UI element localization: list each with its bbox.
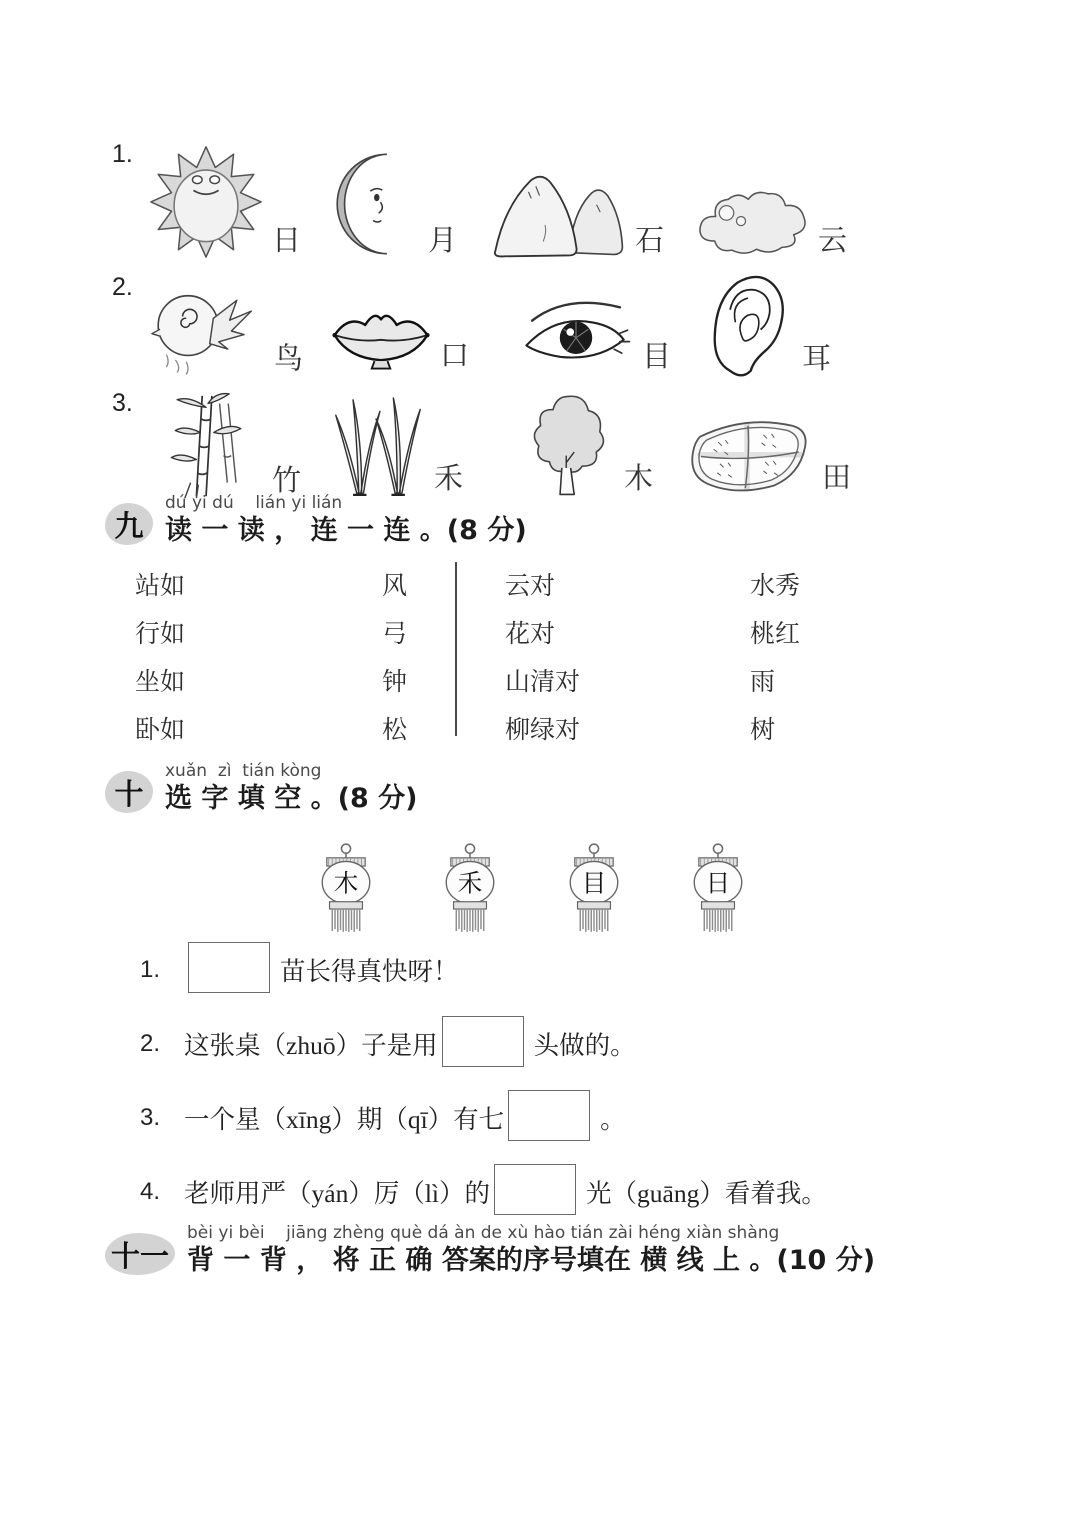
lantern-character[interactable]: 日 xyxy=(705,870,731,898)
sentence-text-before: 老师用严（yán）厉（lì）的 xyxy=(184,1179,490,1208)
section-10-title: 选 字 填 空 。(8 分) xyxy=(165,782,418,814)
section-9-header xyxy=(105,494,527,547)
lantern-icon xyxy=(438,841,502,935)
picture-item-moon xyxy=(328,145,457,260)
tree-drawing xyxy=(520,392,616,498)
answer-box[interactable] xyxy=(494,1164,576,1215)
sentence-number: 1. xyxy=(140,956,161,983)
character-label: 石 xyxy=(635,225,665,257)
match-item[interactable]: 雨 xyxy=(750,669,776,696)
section-11-badge: 十一 xyxy=(105,1233,175,1275)
picture-item-tree xyxy=(520,390,653,498)
character-label: 田 xyxy=(822,462,852,494)
mouth-drawing xyxy=(330,299,432,375)
cloud-drawing xyxy=(692,184,810,260)
bamboo-drawing xyxy=(152,390,264,500)
character-label: 云 xyxy=(818,225,848,257)
answer-box[interactable] xyxy=(508,1090,590,1141)
match-item[interactable]: 行如 xyxy=(135,621,186,648)
field-drawing xyxy=(682,407,814,497)
section-9-title: 读 一 读 ， 连 一 连 。(8 分) xyxy=(165,514,527,546)
sentence-text-after: 苗长得真快呀！ xyxy=(280,957,459,986)
character-label: 竹 xyxy=(272,465,302,497)
match-item[interactable]: 风 xyxy=(382,573,408,600)
section-10-pinyin: xuǎn zì tián kòng xyxy=(165,761,322,781)
lantern-icon xyxy=(562,841,626,935)
row-number-1: 1. xyxy=(112,140,133,168)
seedling-drawing xyxy=(330,390,426,498)
character-label: 木 xyxy=(624,463,654,495)
lantern-character[interactable]: 目 xyxy=(581,870,607,898)
picture-item-sun xyxy=(148,140,301,260)
fill-in-sentence-1 xyxy=(140,942,459,998)
lantern-choices xyxy=(314,841,750,935)
picture-item-bird xyxy=(148,278,303,378)
match-item[interactable]: 花对 xyxy=(505,621,556,648)
picture-item-cloud xyxy=(692,182,847,260)
section-9-pinyin: dú yi dú lián yi lián xyxy=(165,493,343,513)
picture-item-field xyxy=(682,405,851,497)
row-number-2: 2. xyxy=(112,273,133,301)
sentence-number: 2. xyxy=(140,1030,161,1057)
ear-drawing xyxy=(702,272,794,378)
character-label: 口 xyxy=(440,340,470,372)
match-item[interactable]: 弓 xyxy=(382,621,408,648)
match-item[interactable]: 钟 xyxy=(382,669,408,696)
matching-divider-line xyxy=(455,562,457,736)
sentence-text-before: 这张桌（zhuō）子是用 xyxy=(184,1031,438,1060)
picture-item-ear xyxy=(702,270,831,378)
fill-in-sentence-3 xyxy=(140,1090,626,1146)
picture-item-eye xyxy=(518,288,671,376)
match-item[interactable]: 树 xyxy=(750,717,776,744)
eye-drawing xyxy=(518,292,634,376)
character-label: 鸟 xyxy=(274,343,304,375)
section-11-pinyin: bèi yi bèi jiāng zhèng què dá àn de xù hào tián zài héng xiàn shàng xyxy=(187,1223,780,1243)
section-10-header xyxy=(105,762,417,815)
matching-group-right xyxy=(505,560,835,752)
sentence-number: 3. xyxy=(140,1104,161,1131)
matching-group-left xyxy=(135,560,452,752)
answer-box[interactable] xyxy=(188,942,270,993)
section-11-title: 背 一 背 ， 将 正 确 答案的序号填在 横 线 上 。(10 分) xyxy=(187,1244,876,1276)
character-label: 目 xyxy=(642,341,672,373)
character-label: 禾 xyxy=(434,463,464,495)
sentence-text-before: 一个星（xīng）期（qī）有七 xyxy=(184,1105,505,1134)
character-label: 耳 xyxy=(802,343,832,375)
lantern-character[interactable]: 禾 xyxy=(457,870,483,898)
character-label: 月 xyxy=(428,225,458,257)
picture-item-mouth xyxy=(330,295,469,375)
match-item[interactable]: 站如 xyxy=(135,573,186,600)
match-item[interactable]: 卧如 xyxy=(135,717,186,744)
fill-in-sentence-4 xyxy=(140,1164,827,1220)
picture-item-rocks xyxy=(487,165,664,260)
sentence-text-after: 光（guāng）看着我。 xyxy=(586,1179,827,1208)
section-10-badge: 十 xyxy=(105,771,153,813)
lantern-icon xyxy=(314,841,378,935)
moon-drawing xyxy=(328,148,420,260)
picture-item-bamboo xyxy=(152,388,301,500)
match-item[interactable]: 桃红 xyxy=(750,621,801,648)
lantern-character[interactable]: 木 xyxy=(333,870,359,898)
match-item[interactable]: 坐如 xyxy=(135,669,186,696)
picture-item-seedling xyxy=(330,388,463,498)
rocks-drawing xyxy=(487,168,627,260)
bird-drawing xyxy=(148,284,266,378)
match-item[interactable]: 水秀 xyxy=(750,573,801,600)
section-11-header xyxy=(105,1224,875,1277)
fill-in-sentence-2 xyxy=(140,1016,636,1072)
sun-drawing xyxy=(148,142,264,260)
match-item[interactable]: 云对 xyxy=(505,573,556,600)
sentence-text-after: 。 xyxy=(600,1105,626,1134)
sentence-text-after: 头做的。 xyxy=(533,1031,636,1060)
row-number-3: 3. xyxy=(112,389,133,417)
answer-box[interactable] xyxy=(442,1016,524,1067)
match-item[interactable]: 松 xyxy=(382,717,408,744)
lantern-icon xyxy=(686,841,750,935)
character-label: 日 xyxy=(272,225,302,257)
match-item[interactable]: 柳绿对 xyxy=(505,717,581,744)
sentence-number: 4. xyxy=(140,1178,161,1205)
match-item[interactable]: 山清对 xyxy=(505,669,581,696)
section-9-badge: 九 xyxy=(105,503,153,545)
